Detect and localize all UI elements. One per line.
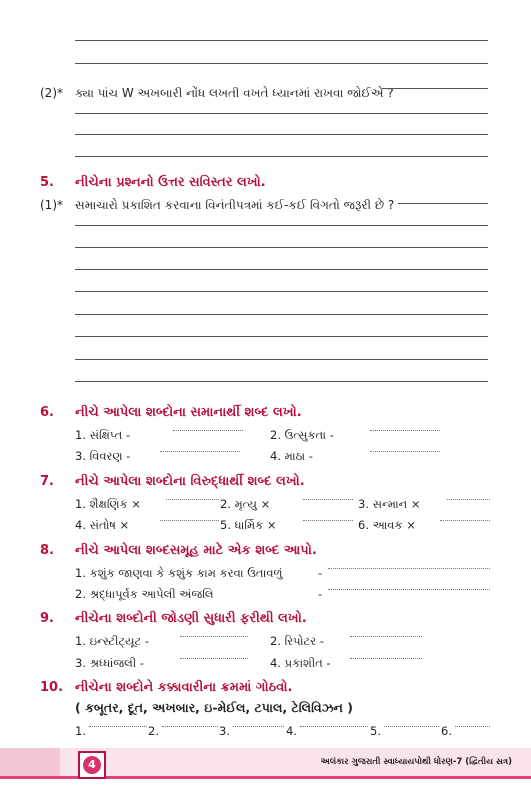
blank-label: 2. [148,724,159,738]
answer-blank [370,430,440,431]
answer-blank [89,726,147,727]
answer-blank [350,636,422,637]
answer-line [75,63,488,64]
word-item: 1. શૈક્ષણિક × [75,497,141,511]
dash: - [318,566,323,580]
word-item: 6. આવક × [358,518,416,532]
word-item: 4. સંતોષ × [75,518,130,532]
word-item: 3. શ્રધ્ધાંજલી - [75,656,144,670]
answer-blank [447,499,490,500]
question-text: ક્યા પાંચ W અખબારી નોંધ લખતી વખતે ધ્યાનમાં રાખવા જોઈએ ? [75,86,394,100]
answer-line [75,359,488,360]
answer-line [75,269,488,270]
answer-blank [328,589,490,590]
answer-blank [303,499,353,500]
answer-blank [370,451,440,452]
word-item: 3. સન્માન × [358,497,421,511]
question-number: (2)* [40,86,63,100]
answer-blank [233,726,284,727]
word-item: 2. શ્રદ્ધાપૂર્વક આપેલી અંજલિ [75,587,214,601]
blank-label: 3. [219,724,230,738]
answer-blank [303,520,353,521]
answer-line [75,225,488,226]
word-item: 1. કશુંક જાણવા કે કશુંક કામ કરવા ઉતાવળું [75,566,283,580]
answer-blank [440,520,490,521]
section-number: 9. [40,611,54,626]
question-text: સમાચારો પ્રકાશિત કરવાના વિનંતીપત્રમાં કઈ-કઈ વિગતો જરૂરી છે ? [75,198,395,212]
footer-left-accent [0,748,60,778]
section-number: 5. [40,175,54,190]
section-title: નીચે આપેલા શબ્દોના સમાનાર્થી શબ્દ લખો. [75,405,302,420]
section-title: નીચે આપેલા શબ્દસમૂહ માટે એક શબ્દ આપો. [75,543,317,558]
book-title: અલંકાર ગુજરાતી સ્વાધ્યાયપોથી ધોરણ-7 (દ્વિતીય સત્ર) [320,757,512,767]
answer-line [75,247,488,248]
answer-blank [166,499,219,500]
word-item: 4. માઠા - [270,449,313,463]
section-number: 6. [40,405,54,420]
answer-line [75,336,488,337]
answer-blank [173,430,243,431]
section-title: નીચેના શબ્દોને કક્કાવારીના ક્રમમાં ગોઠવો. [75,680,293,695]
blank-label: 1. [75,724,86,738]
answer-blank [160,451,240,452]
blank-label: 6. [441,724,452,738]
word-item: 5. ધાર્મિક × [220,518,277,532]
answer-line [75,291,488,292]
answer-line [75,381,488,382]
answer-line [75,156,488,157]
answer-blank [455,726,490,727]
answer-blank [328,568,490,569]
section-title: નીચેના પ્રશ્નનો ઉત્તર સવિસ્તર લખો. [75,175,266,190]
answer-line [75,314,488,315]
word-item: 4. પ્રકાશીત - [270,656,331,670]
word-item: 1. ઇન્સ્ટીટ્યૂટ - [75,634,150,648]
answer-line [75,134,488,135]
page-number: 4 [83,756,101,774]
word-item: 2. મૃત્યુ × [220,497,271,511]
section-title: નીચેના શબ્દોની જોડણી સુધારી ફરીથી લખો. [75,611,307,626]
answer-line [382,88,488,89]
question-number: (1)* [40,198,63,212]
blank-label: 4. [286,724,297,738]
section-number: 7. [40,474,54,489]
section-title: નીચે આપેલા શબ્દોના વિરુદ્ધાર્થી શબ્દ લખો. [75,474,305,489]
answer-blank [350,658,422,659]
answer-line [398,203,488,204]
answer-blank [180,636,248,637]
blank-label: 5. [370,724,381,738]
answer-blank [300,726,368,727]
word-item: 1. સંક્ષિપ્ત - [75,428,131,442]
word-list: ( કબૂતર, દૂત, અખબાર, ઇ-મેઈલ, ટપાલ, ટેલિવિઝન ) [75,700,353,715]
section-number: 10. [40,680,64,695]
answer-line [75,113,488,114]
word-item: 2. રિપોટર - [270,634,324,648]
answer-blank [162,726,218,727]
page-number-badge [78,751,106,779]
answer-blank [384,726,439,727]
word-item: 2. ઉત્સુકતા - [270,428,334,442]
dash: - [318,587,323,601]
answer-line [75,40,488,41]
answer-blank [180,658,248,659]
word-item: 3. વિવરણ - [75,449,131,463]
answer-blank [160,520,219,521]
section-number: 8. [40,543,54,558]
